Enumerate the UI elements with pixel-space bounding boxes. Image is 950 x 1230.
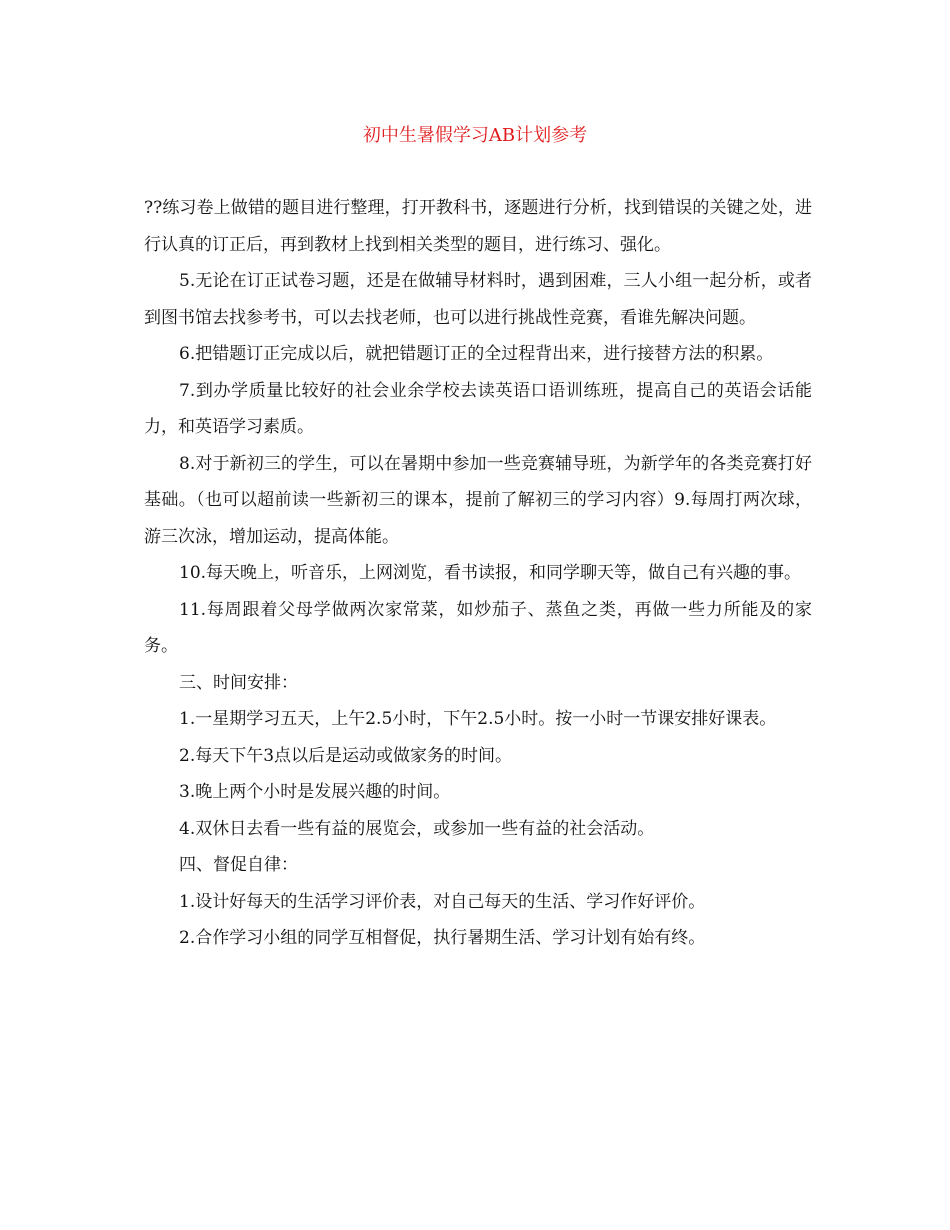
section-heading: 四、督促自律： [179, 855, 298, 875]
paragraph: 2.合作学习小组的同学互相督促，执行暑期生活、学习计划有始有终。 [179, 928, 706, 948]
paragraph: 8.对于新初三的学生，可以在暑期中参加一些竞赛辅导班，为新学年的各类竞赛打好基础。（也可以超前读一些新初三的课本，提前了解初三的学习内容）9.每周打两次球，游三次泳，增加运动，提高体能。 [144, 453, 812, 547]
document-title: 初中生暑假学习AB计划参考 [362, 125, 588, 146]
paragraph: 1.一星期学习五天，上午2.5小时，下午2.5小时。按一小时一节课安排好课表。 [179, 709, 777, 729]
paragraph: 4.双休日去看一些有益的展览会，或参加一些有益的社会活动。 [179, 818, 655, 839]
section-heading: 三、时间安排： [179, 672, 298, 693]
paragraph: 6.把错题订正完成以后，就把错题订正的全过程背出来，进行接替方法的积累。 [179, 344, 774, 364]
paragraph: 11.每周跟着父母学做两次家常菜，如炒茄子、蒸鱼之类，再做一些力所能及的家务。 [144, 599, 812, 656]
paragraph: 2.每天下午3点以后是运动或做家务的时间。 [179, 745, 513, 766]
document-body [144, 190, 812, 957]
paragraph: 10.每天晚上，听音乐，上网浏览，看书读报，和同学聊天等，做自己有兴趣的事。 [179, 563, 802, 583]
paragraph: 7.到办学质量比较好的社会业余学校去读英语口语训练班，提高自己的英语会话能力，和英语学习素质。 [144, 380, 812, 437]
paragraph: 3.晚上两个小时是发展兴趣的时间。 [179, 782, 451, 802]
paragraph: 5.无论在订正试卷习题，还是在做辅导材料时，遇到困难，三人小组一起分析，或者到图书馆去找参考书，可以去找老师，也可以进行挑战性竞赛，看谁先解决问题。 [144, 271, 812, 328]
paragraph: 1.设计好每天的生活学习评价表，对自己每天的生活、学习作好评价。 [179, 891, 706, 912]
paragraph: ??练习卷上做错的题目进行整理，打开教科书，逐题进行分析，找到错误的关键之处，进行认真的订正后，再到教材上找到相关类型的题目，进行练习、强化。 [144, 198, 812, 255]
